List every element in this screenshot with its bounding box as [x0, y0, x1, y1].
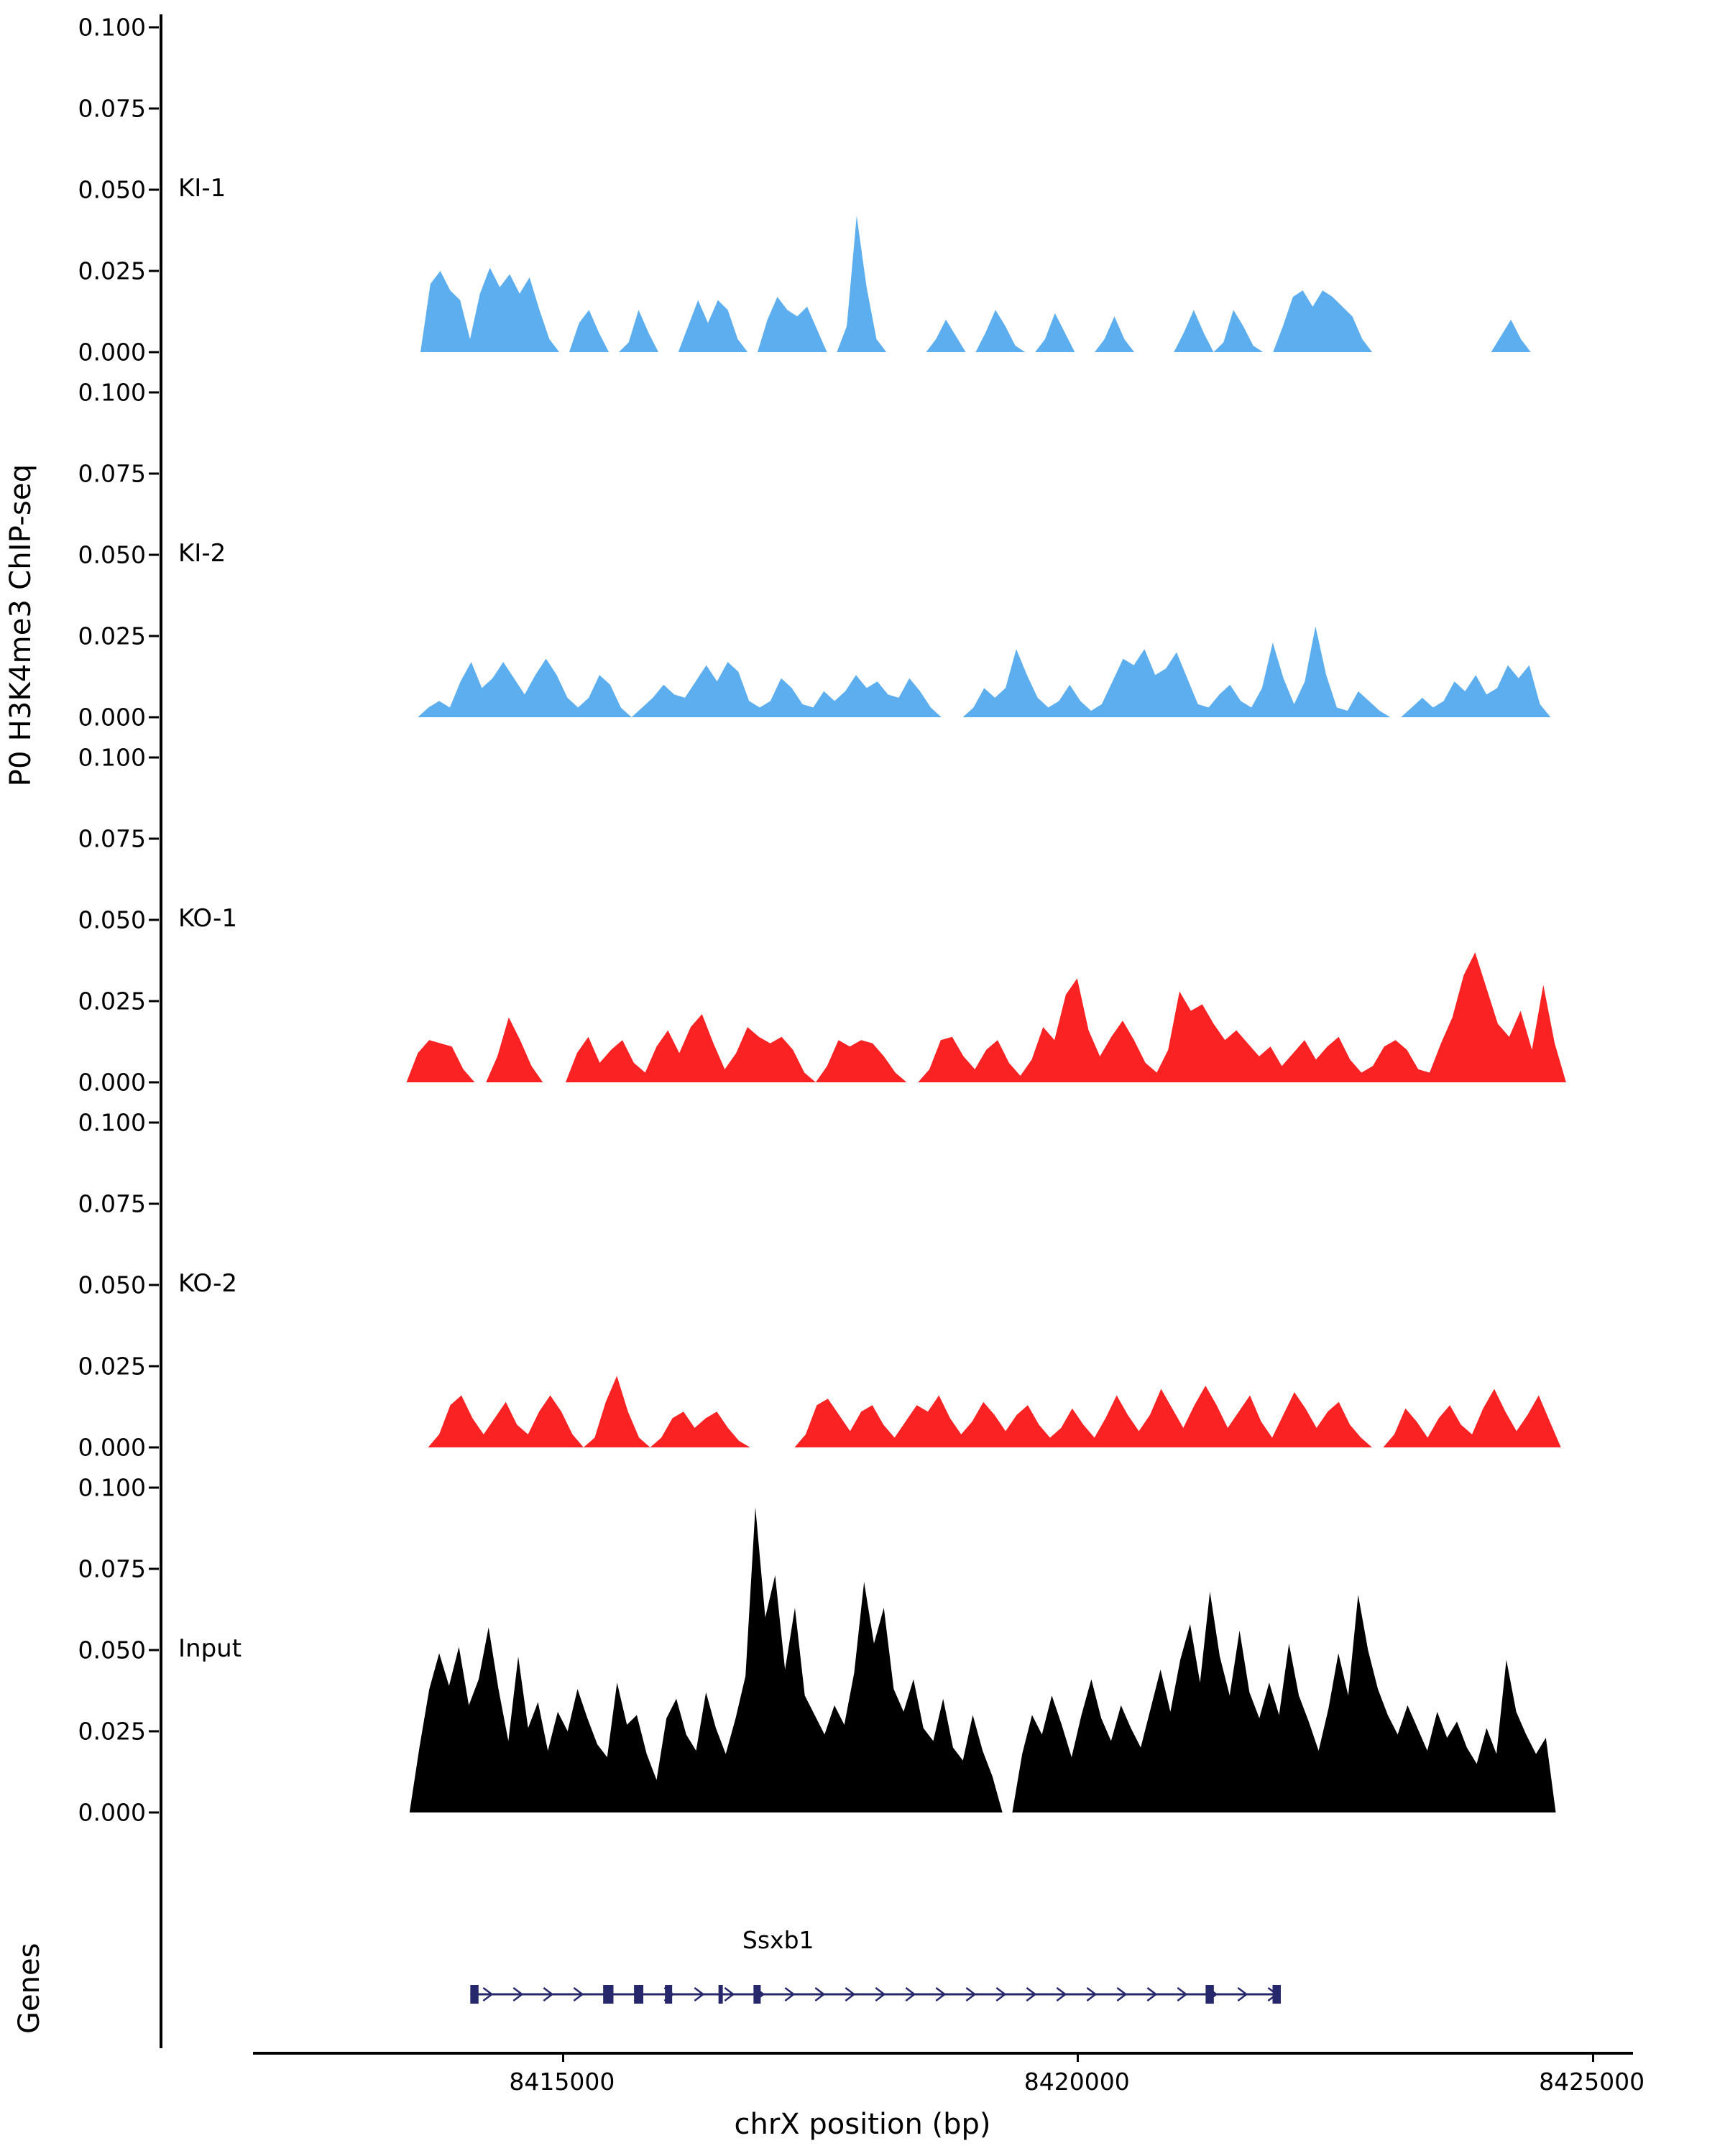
x-tick-label: 8425000: [1539, 2068, 1645, 2096]
x-tick-label: 8415000: [509, 2068, 615, 2096]
track-label: KI-1: [178, 174, 226, 203]
y-tick-label: 0.100: [78, 13, 146, 42]
y-tick-mark: [149, 1284, 159, 1286]
track-label: Input: [178, 1634, 242, 1663]
signal-area: [406, 952, 1565, 1082]
y-tick-mark: [149, 1365, 159, 1368]
y-tick-label: 0.000: [78, 1068, 146, 1097]
y-tick-label: 0.025: [78, 1352, 146, 1381]
y-tick-label: 0.025: [78, 622, 146, 650]
x-axis-label: chrX position (bp): [734, 2108, 991, 2141]
y-tick-mark: [149, 1731, 159, 1733]
y-tick-label: 0.100: [78, 1473, 146, 1502]
y-tick-label: 0.000: [78, 1433, 146, 1462]
y-axis-ki-1: [0, 14, 162, 379]
signal-plot-ki-2: [162, 379, 1725, 745]
gene-exon: [634, 1985, 643, 2004]
y-tick-mark: [149, 1649, 159, 1651]
y-tick-mark: [149, 554, 159, 556]
x-tick-mark: [1077, 2052, 1079, 2062]
y-tick-label: 0.050: [78, 540, 146, 569]
y-tick-label: 0.050: [78, 906, 146, 934]
signal-plot-input: [162, 1475, 1725, 1840]
track-ki-2: [0, 379, 1725, 745]
signal-plot-ki-1: [162, 14, 1725, 379]
gene-exon: [1205, 1985, 1213, 2004]
signal-area: [410, 1507, 1556, 1812]
y-axis-label: P0 H3K4me3 ChIP-seq: [4, 464, 37, 787]
gene-exon: [1273, 1985, 1281, 2004]
signal-area: [410, 216, 1550, 352]
x-axis-line: [253, 2052, 1633, 2055]
x-tick-mark: [562, 2052, 564, 2062]
y-tick-mark: [149, 1203, 159, 1205]
y-tick-mark: [149, 919, 159, 921]
y-tick-label: 0.050: [78, 175, 146, 204]
y-tick-mark: [149, 757, 159, 759]
x-axis: [0, 2052, 1725, 2156]
track-label: KI-2: [178, 539, 226, 568]
y-tick-label: 0.000: [78, 703, 146, 732]
y-tick-mark: [149, 108, 159, 110]
track-label: KO-1: [178, 904, 238, 933]
y-tick-mark: [149, 189, 159, 191]
y-tick-mark: [149, 1000, 159, 1003]
track-label: KO-2: [178, 1269, 238, 1298]
y-tick-label: 0.000: [78, 338, 146, 367]
gene-exon: [603, 1985, 613, 2004]
y-tick-label: 0.100: [78, 1108, 146, 1137]
y-tick-label: 0.075: [78, 1189, 146, 1218]
y-tick-label: 0.025: [78, 257, 146, 285]
y-tick-mark: [149, 392, 159, 394]
x-tick-label: 8420000: [1024, 2068, 1130, 2096]
y-tick-mark: [149, 27, 159, 29]
y-axis-input: [0, 1475, 162, 1840]
y-tick-label: 0.075: [78, 94, 146, 123]
y-axis-ko-2: [0, 1110, 162, 1475]
y-tick-label: 0.050: [78, 1271, 146, 1299]
y-tick-mark: [149, 635, 159, 637]
gene-exon: [753, 1985, 760, 2004]
y-tick-mark: [149, 1487, 159, 1489]
y-tick-mark: [149, 1568, 159, 1570]
x-tick-mark: [1592, 2052, 1594, 2062]
signal-area: [428, 1376, 1561, 1447]
y-tick-label: 0.100: [78, 743, 146, 772]
y-tick-mark: [149, 1122, 159, 1124]
y-tick-mark: [149, 1082, 159, 1084]
genes-plot-area: [162, 1840, 1725, 2048]
y-axis-ko-1: [0, 745, 162, 1110]
y-tick-mark: [149, 717, 159, 719]
genes-panel: [0, 1840, 1725, 2048]
y-tick-mark: [149, 838, 159, 840]
y-tick-label: 0.000: [78, 1798, 146, 1827]
gene-label: Ssxb1: [742, 1926, 814, 1954]
genes-panel-label: Genes: [13, 1943, 46, 2034]
y-tick-label: 0.075: [78, 459, 146, 488]
y-tick-mark: [149, 473, 159, 475]
signal-plot-ko-2: [162, 1110, 1725, 1475]
y-tick-label: 0.050: [78, 1636, 146, 1664]
y-tick-mark: [149, 1812, 159, 1814]
gene-exon: [719, 1985, 723, 2004]
track-ko-2: [0, 1110, 1725, 1475]
track-ki-1: [0, 14, 1725, 379]
y-tick-label: 0.025: [78, 1717, 146, 1746]
gene-exon: [470, 1985, 478, 2004]
signal-area: [418, 626, 1550, 717]
track-ko-1: [0, 745, 1725, 1110]
y-tick-label: 0.100: [78, 378, 146, 407]
y-tick-mark: [149, 351, 159, 354]
track-input: [0, 1475, 1725, 1840]
y-axis-ki-2: [0, 379, 162, 745]
gene-exon: [665, 1985, 672, 2004]
y-tick-label: 0.075: [78, 824, 146, 853]
y-tick-mark: [149, 270, 159, 272]
y-tick-label: 0.075: [78, 1554, 146, 1583]
signal-plot-ko-1: [162, 745, 1725, 1110]
y-tick-label: 0.025: [78, 987, 146, 1015]
y-tick-mark: [149, 1447, 159, 1449]
